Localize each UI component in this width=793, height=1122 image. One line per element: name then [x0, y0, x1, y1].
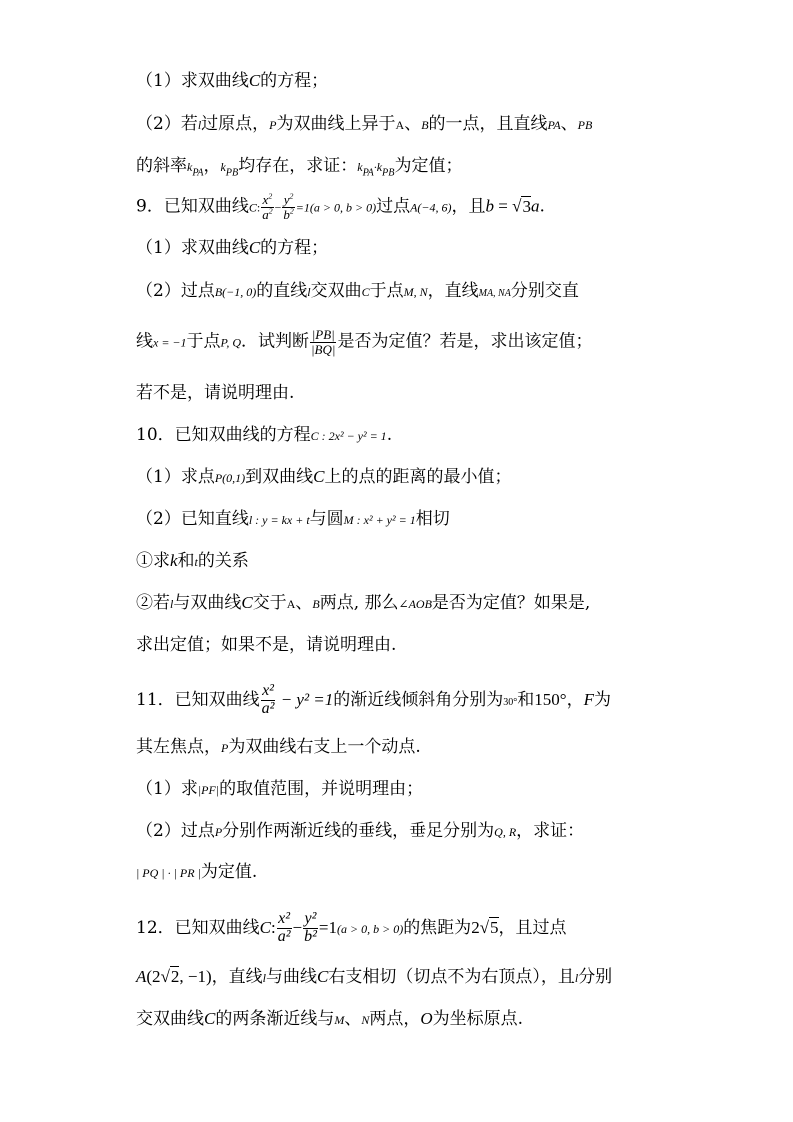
question-9-part-2: （2）过点B(−1, 0)的直线l交双曲C于点M, N，直线MA, NA分别交直 [136, 281, 579, 301]
question-11-stem: 11．已知双曲线 $\frac{\text{x²}}{\text{a²}}$ − y² =1的渐近线倾斜角分别为30°和150°，F为 [136, 682, 611, 717]
question-12-stem-end: 交双曲线C的两条渐近线与M、N两点，O为坐标原点. [136, 1009, 524, 1029]
fraction-x2-a2: $\frac{x^2}{a^2}$ [262, 191, 273, 222]
question-10-part-2-a: ①求k和t的关系 [136, 551, 249, 571]
question-11-part-2-cont: | PQ | · | PR |为定值. [136, 862, 258, 882]
question-8-part-2-cont: 的斜率$k_{PA}$，$k_{PB}$均存在，求证：$k_{PA}\cdot k_{PB}$为定值； [136, 156, 463, 179]
question-11-part-1: （1）求|PF|的取值范围，并说明理由； [136, 779, 424, 799]
question-9-part-1: （1）求双曲线C的方程； [136, 238, 329, 258]
question-9-part-2-cont: 线x = −1于点P, Q．试判断 $\frac{|PB|}{|BQ|}$ 是否为定值？若是，求出该定值； [136, 327, 593, 357]
question-8-part-2: （2）若l过原点，P为双曲线上异于A、B的一点，且直线PA、PB [136, 114, 593, 134]
question-10-part-2-b-cont: 求出定值；如果不是，请说明理由. [136, 635, 397, 655]
fraction-x2-a2: $\frac{\text{x²}}{\text{a²}}$ [277, 910, 291, 945]
fraction-y2-b2: $\frac{\text{y²}}{\text{b²}}$ [304, 910, 317, 945]
fraction-pb-bq: $\frac{|PB|}{|BQ|}$ [310, 327, 336, 357]
fraction-y2-b2: $\frac{y^2}{b^2}$ [283, 191, 294, 222]
question-8-part-1: （1）求双曲线C的方程； [136, 71, 329, 91]
question-10-part-2: （2）已知直线l : y = kx + t与圆M : x² + y² = 1相切 [136, 509, 450, 529]
fraction-x2-a2: $\frac{\text{x²}}{\text{a²}}$ [261, 682, 275, 717]
question-9-part-2-end: 若不是，请说明理由. [136, 383, 295, 403]
question-11-stem-cont: 其左焦点，P为双曲线右支上一个动点. [136, 737, 421, 757]
question-9-stem: 9．已知双曲线C: $\frac{x^2}{a^2}$ − $\frac{y^2}{b^2}$ =1(a > 0, b > 0)过点A(−4, 6)，且b = √3a. [136, 191, 545, 222]
question-10-stem: 10．已知双曲线的方程C : 2x² − y² = 1. [136, 425, 393, 445]
question-10-part-2-b: ②若l与双曲线C交于A、B两点, 那么∠AOB是否为定值？如果是, [136, 593, 591, 613]
question-12-stem: 12．已知双曲线C: $\frac{\text{x²}}{\text{a²}}$ − $\frac{\text{y²}}{\text{b²}}$ =1(a > 0, b > 0)的焦距为2√5，且过点 [136, 910, 567, 945]
question-11-part-2: （2）过点P分别作两渐近线的垂线，垂足分别为Q, R，求证： [136, 821, 585, 841]
question-10-part-1: （1）求点P(0,1)到双曲线C上的点的距离的最小值； [136, 467, 512, 487]
question-12-stem-cont: A(2√2, −1)，直线l与曲线C右支相切（切点不为右顶点），且l分别 [136, 967, 613, 987]
